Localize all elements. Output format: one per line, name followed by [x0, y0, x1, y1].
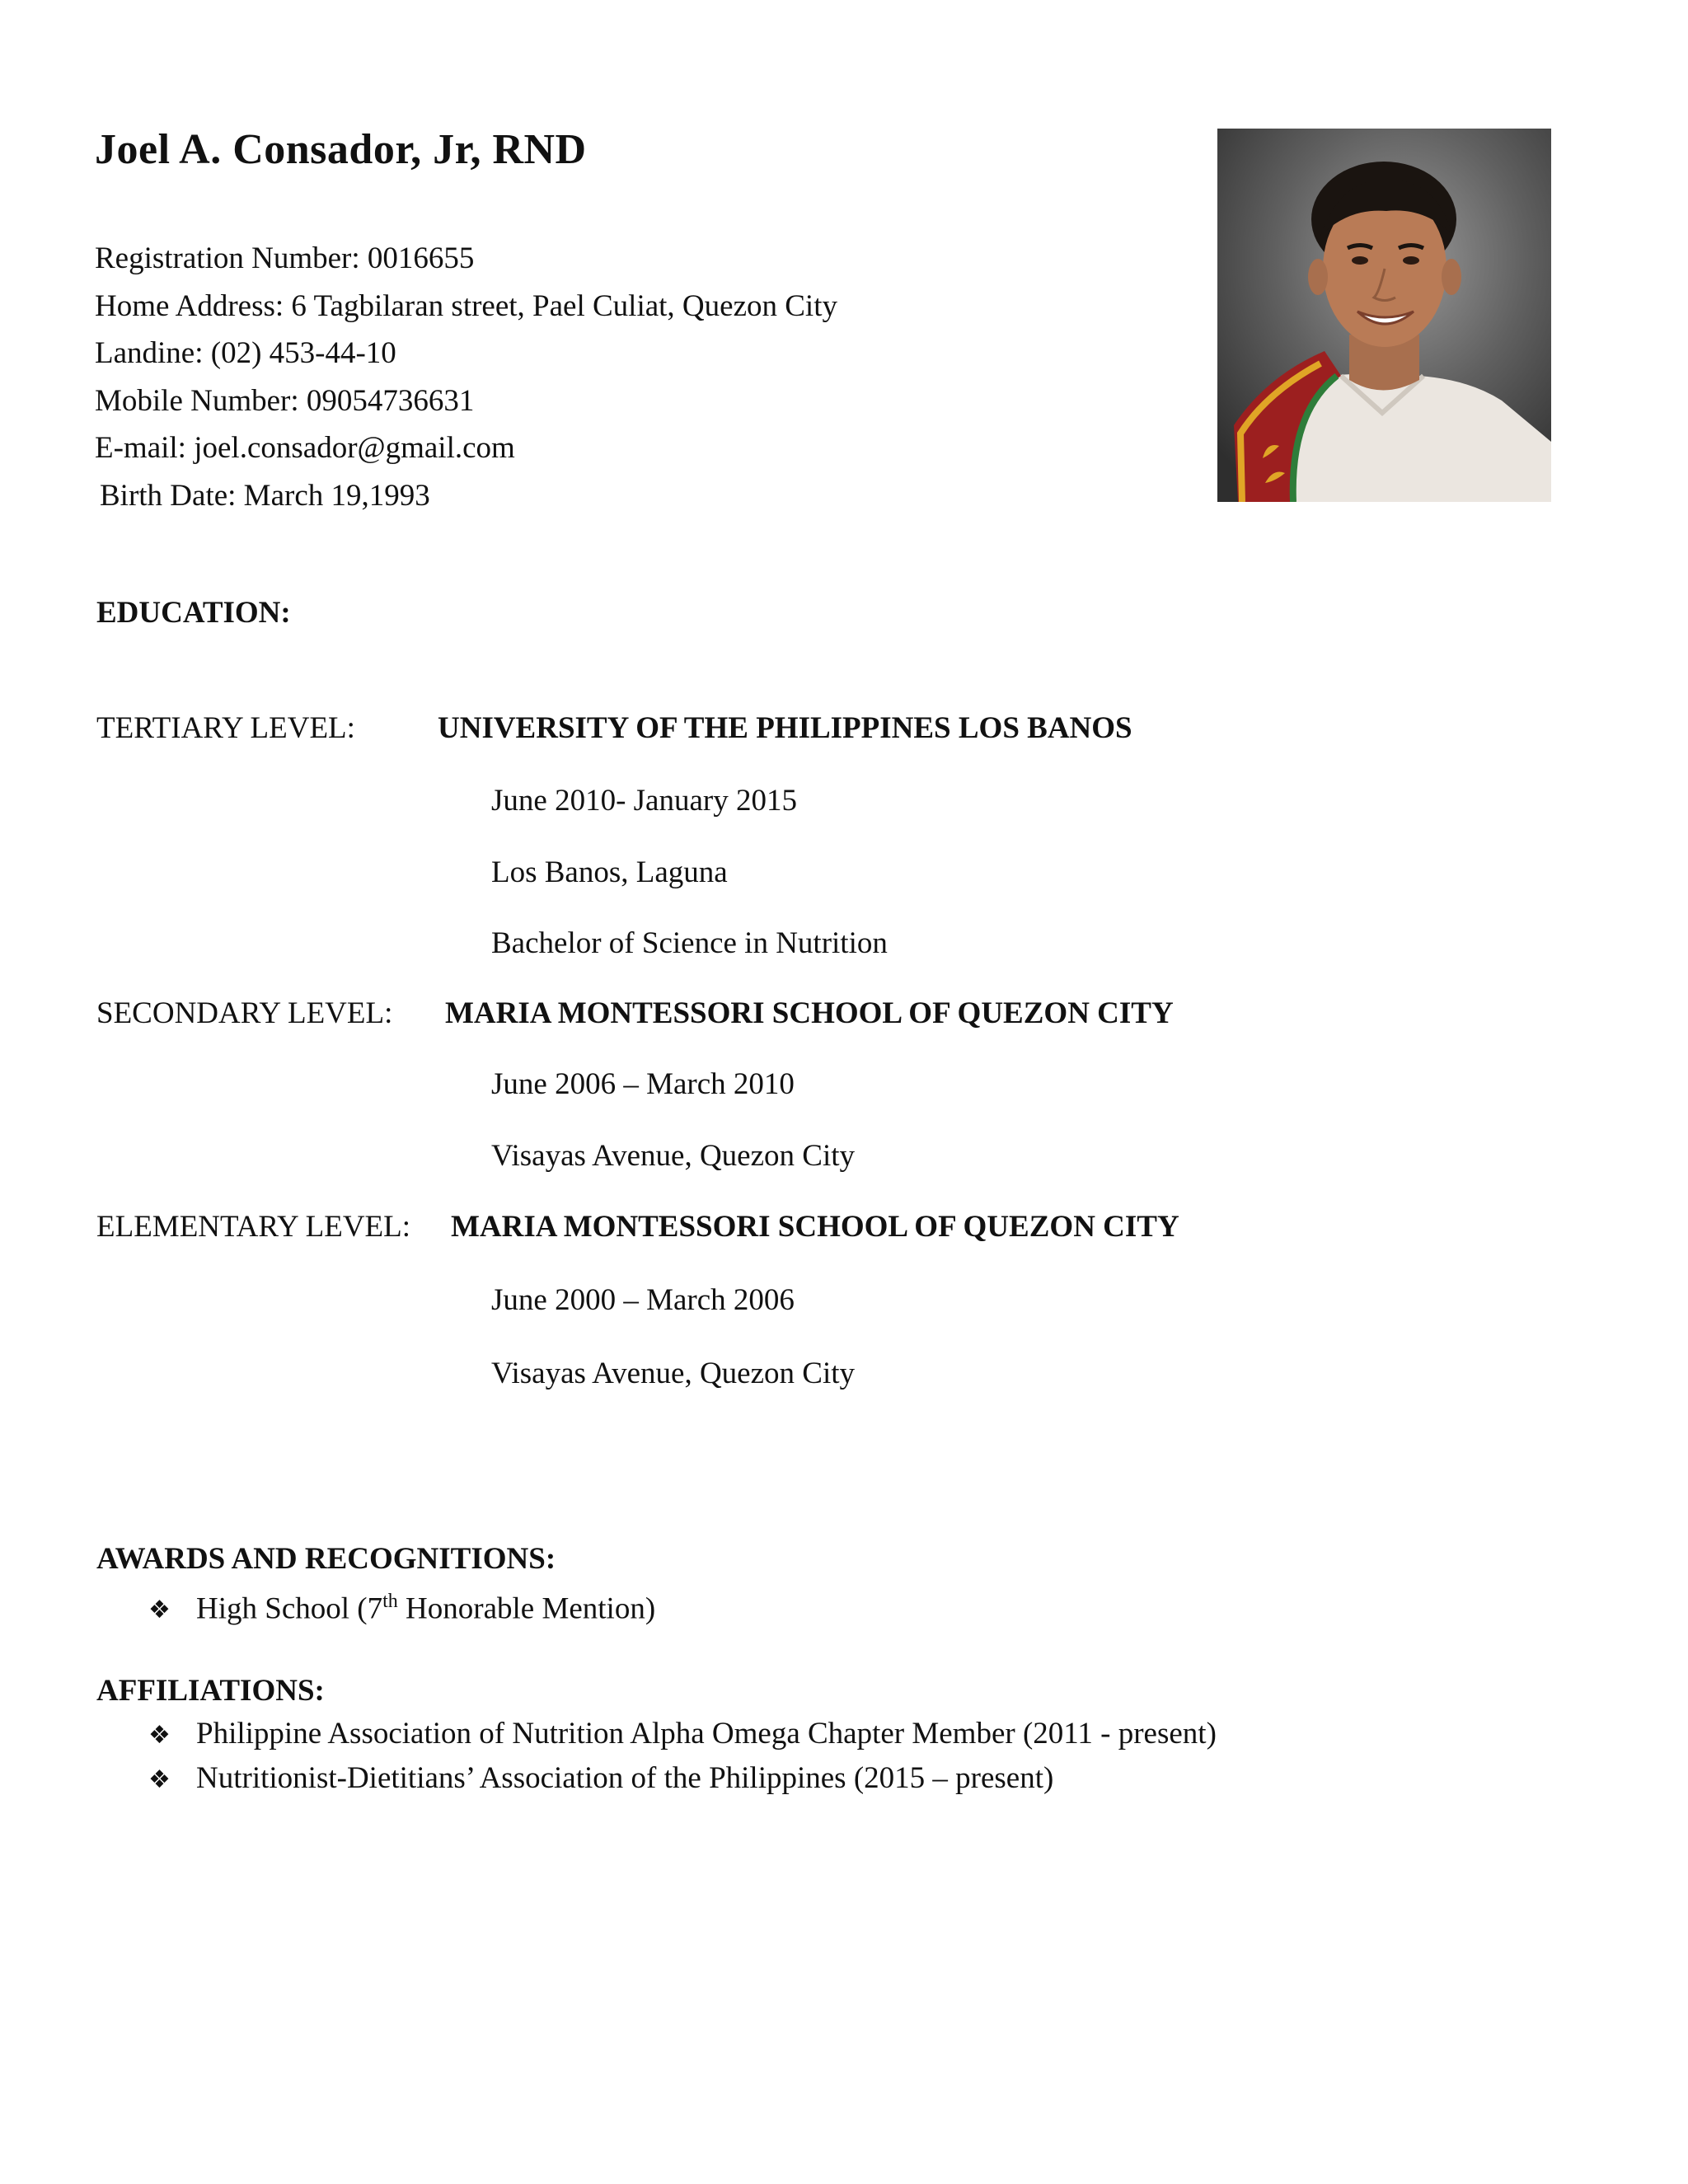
affiliations-list — [148, 1713, 1217, 1802]
award-text-superscript: th — [382, 1591, 398, 1612]
tertiary-degree: Bachelor of Science in Nutrition — [491, 926, 888, 960]
elementary-location: Visayas Avenue, Quezon City — [491, 1357, 856, 1390]
award-text-prefix: High School (7 — [196, 1591, 383, 1626]
affiliations-heading: AFFILIATIONS: — [96, 1674, 325, 1708]
tertiary-dates: June 2010- January 2015 — [491, 784, 797, 818]
award-text-suffix: Honorable Mention) — [397, 1591, 656, 1626]
list-item — [148, 1713, 1217, 1757]
elementary-school: MARIA MONTESSORI SCHOOL OF QUEZON CITY — [451, 1210, 1179, 1244]
landline: Landine: (02) 453-44-10 — [95, 336, 396, 370]
bullet-diamond-icon: ❖ — [148, 1596, 171, 1625]
profile-photo — [1217, 129, 1551, 502]
candidate-name: Joel A. Consador, Jr, RND — [95, 126, 587, 173]
elementary-level-label: ELEMENTARY LEVEL: — [96, 1210, 411, 1244]
elementary-dates: June 2000 – March 2006 — [491, 1283, 795, 1317]
email: E-mail: joel.consador@gmail.com — [95, 431, 515, 465]
home-address: Home Address: 6 Tagbilaran street, Pael Culiat, Quezon City — [95, 288, 837, 323]
tertiary-level-label: TERTIARY LEVEL: — [96, 711, 355, 745]
list-item — [148, 1757, 1217, 1802]
contact-details — [95, 235, 837, 519]
affiliation-text: Nutritionist-Dietitians’ Association of the Philippines (2015 – present) — [196, 1761, 1054, 1795]
secondary-level-label: SECONDARY LEVEL: — [96, 996, 393, 1030]
education-heading: EDUCATION: — [96, 596, 291, 630]
tertiary-school: UNIVERSITY OF THE PHILIPPINES LOS BANOS — [438, 711, 1132, 745]
list-item — [148, 1580, 655, 1632]
registration-number: Registration Number: 0016655 — [95, 241, 475, 275]
awards-heading: AWARDS AND RECOGNITIONS: — [96, 1542, 556, 1576]
bullet-diamond-icon: ❖ — [148, 1721, 171, 1750]
secondary-location: Visayas Avenue, Quezon City — [491, 1139, 856, 1173]
affiliation-text: Philippine Association of Nutrition Alpha Omega Chapter Member (2011 - present) — [196, 1717, 1217, 1750]
tertiary-location: Los Banos, Laguna — [491, 855, 728, 889]
awards-list — [148, 1580, 655, 1632]
mobile-number: Mobile Number: 09054736631 — [95, 383, 475, 418]
secondary-dates: June 2006 – March 2010 — [491, 1067, 795, 1101]
birth-date: Birth Date: March 19,1993 — [100, 478, 430, 513]
bullet-diamond-icon: ❖ — [148, 1765, 171, 1794]
secondary-school: MARIA MONTESSORI SCHOOL OF QUEZON CITY — [445, 996, 1174, 1030]
